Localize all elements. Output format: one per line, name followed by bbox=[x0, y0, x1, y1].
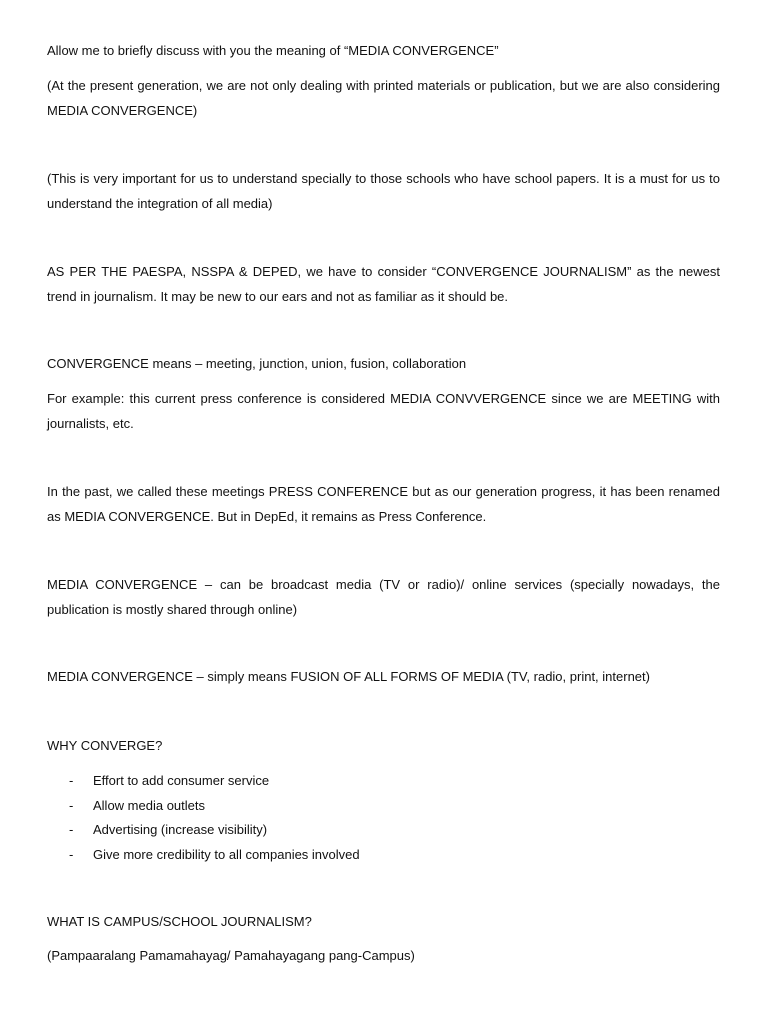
bullet-dash: - bbox=[69, 846, 74, 862]
paragraph-filipino-translation: (Pampaaralang Pamamahayag/ Pamahayagang pang-Campus) bbox=[47, 948, 415, 963]
paragraph-convergence-meaning: CONVERGENCE means – meeting, junction, union, fusion, collaboration bbox=[47, 356, 467, 371]
paragraph-fusion-of-media: MEDIA CONVERGENCE – simply means FUSION OF ALL FORMS OF MEDIA (TV, radio, print, internet) bbox=[47, 669, 650, 684]
paragraph-broadcast-media: MEDIA CONVERGENCE – can be broadcast media (TV or radio)/ online services (specially nowadays, the publication is mostly shared through online) bbox=[47, 577, 720, 617]
paragraph-convergence-journalism: AS PER THE PAESPA, NSSPA & DEPED, we have to consider “CONVERGENCE JOURNALISM” as the newest trend in journalism. It may be new to our ears and not as familiar as it should be. bbox=[47, 264, 720, 304]
list-item-text: Allow media outlets bbox=[93, 797, 205, 813]
paragraph-present-generation: (At the present generation, we are not only dealing with printed materials or publication, but we are also considering MEDIA CONVERGENCE) bbox=[47, 78, 720, 118]
list-item bbox=[47, 818, 720, 843]
bullet-dash: - bbox=[69, 773, 74, 788]
paragraph-importance: (This is very important for us to understand specially to those schools who have school papers. It is a must for us to understand the integration of all media) bbox=[47, 171, 720, 211]
paragraph-past-press-conference: In the past, we called these meetings PRESS CONFERENCE but as our generation progress, it has been renamed as MEDIA CONVERGENCE. But in DepEd, it remains as Press Conference. bbox=[47, 484, 720, 524]
heading-why-converge: WHY CONVERGE? bbox=[47, 738, 163, 753]
list-item-text: Effort to add consumer service bbox=[93, 773, 270, 788]
bullet-dash: - bbox=[69, 822, 74, 837]
list-item-text: Give more credibility to all companies involved bbox=[93, 846, 360, 862]
list-item-text: Advertising (increase visibility) bbox=[93, 822, 268, 837]
list-item bbox=[47, 843, 720, 868]
paragraph-example: For example: this current press conference is considered MEDIA CONVVERGENCE since we are MEETING with journalists, etc. bbox=[47, 391, 720, 431]
list-item bbox=[47, 794, 720, 819]
heading-campus-journalism: WHAT IS CAMPUS/SCHOOL JOURNALISM? bbox=[47, 914, 312, 929]
paragraph-intro: Allow me to briefly discuss with you the meaning of “MEDIA CONVERGENCE” bbox=[47, 43, 499, 58]
bullet-dash: - bbox=[69, 797, 74, 813]
why-converge-list bbox=[47, 769, 720, 867]
list-item bbox=[47, 769, 720, 794]
